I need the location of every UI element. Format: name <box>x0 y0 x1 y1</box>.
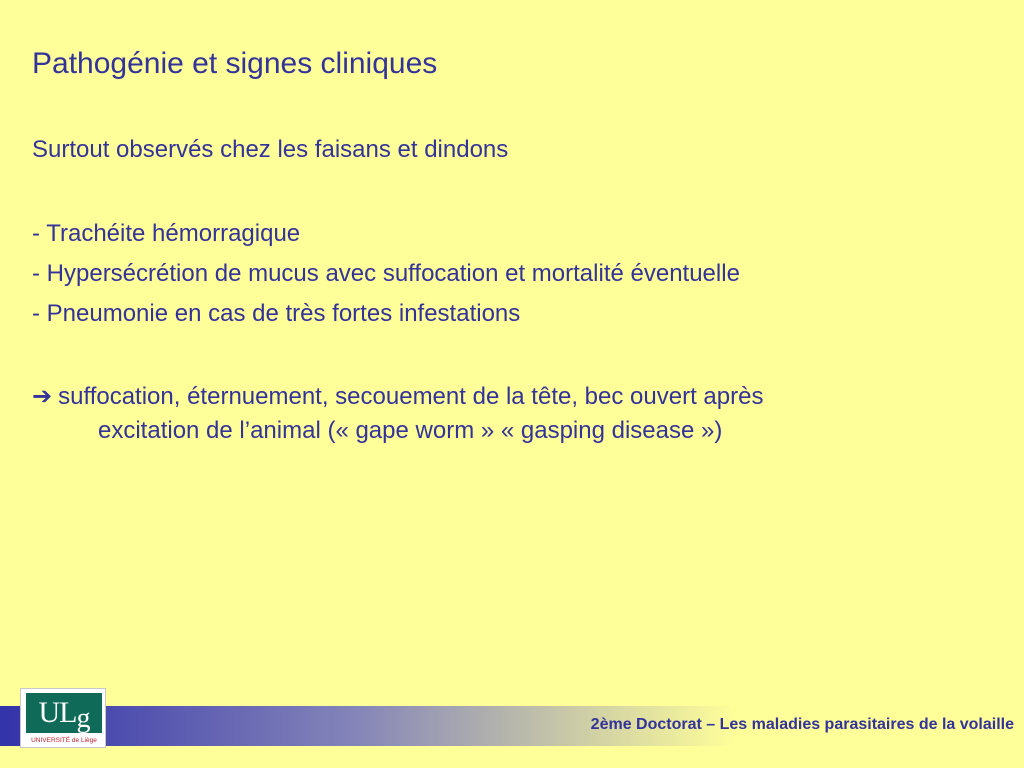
conclusion-line-1: suffocation, éternuement, secouement de la tête, bec ouvert après <box>58 383 764 410</box>
university-logo <box>20 688 106 748</box>
list-item: - Hypersécrétion de mucus avec suffocation et mortalité éventuelle <box>32 260 740 287</box>
logo-mark <box>26 693 102 733</box>
right-arrow-icon: ➔ <box>32 382 53 410</box>
footer-text: 2ème Doctorat – Les maladies parasitaires de la volaille <box>590 716 1014 733</box>
slide-title: Pathogénie et signes cliniques <box>32 47 438 80</box>
symptom-list <box>32 214 740 334</box>
conclusion-line-2: excitation de l’animal (« gape worm » « gasping disease ») <box>98 417 723 444</box>
slide-subtitle: Surtout observés chez les faisans et dindons <box>32 136 509 163</box>
conclusion-text <box>32 379 932 448</box>
list-item: - Pneumonie en cas de très fortes infestations <box>32 300 521 327</box>
logo-letter-l: L <box>59 696 77 729</box>
logo-caption: UNIVERSITÉ de Liège <box>31 737 97 744</box>
logo-letter-g: g <box>76 703 90 733</box>
logo-letter-u: U <box>38 696 60 729</box>
list-item: - Trachéite hémorragique <box>32 220 301 247</box>
